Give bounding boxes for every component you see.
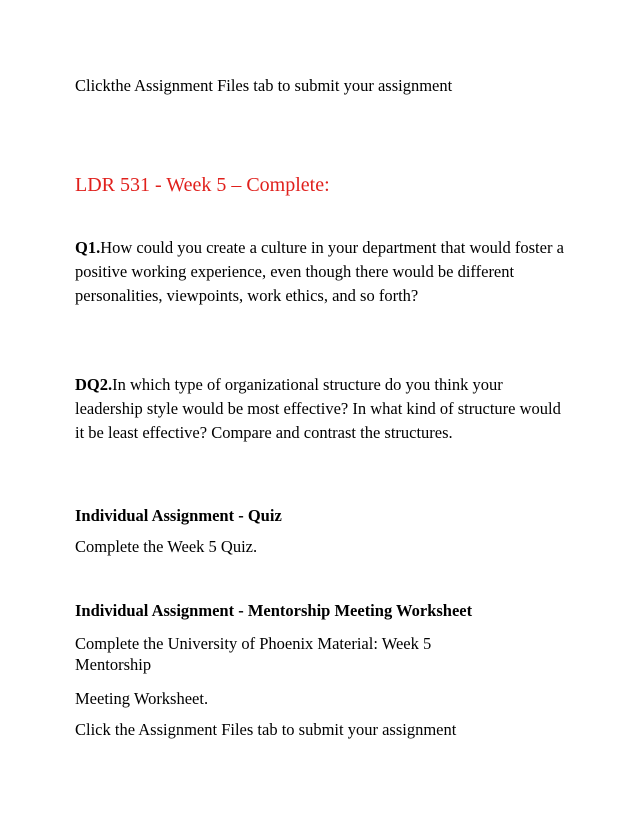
dq2-text: In which type of organizational structure do you think your leadership style would be most effective? In what kind of structure would it be least effective? Compare and contrast the structures.: [75, 375, 561, 442]
dq2-label: DQ2.: [75, 375, 113, 394]
mentorship-line-3: Meeting Worksheet.: [75, 689, 209, 708]
question-q1: [75, 236, 567, 308]
mentorship-title: Individual Assignment - Mentorship Meeting Worksheet: [75, 601, 473, 620]
mentorship-line-4: Click the Assignment Files tab to submit your assignment: [75, 720, 457, 739]
q1-text: How could you create a culture in your department that would foster a positive working experience, even though there would be different personalities, viewpoints, work ethics, and so forth?: [75, 238, 564, 305]
mentorship-line-2: Mentorship: [75, 655, 152, 674]
mentorship-line-1: Complete the University of Phoenix Material: Week 5: [75, 634, 432, 653]
question-dq2: [75, 373, 567, 445]
week-heading: LDR 531 - Week 5 – Complete:: [75, 174, 330, 196]
quiz-title: Individual Assignment - Quiz: [75, 506, 282, 525]
quiz-text: Complete the Week 5 Quiz.: [75, 537, 258, 556]
q1-label: Q1.: [75, 238, 101, 257]
top-instruction: Clickthe Assignment Files tab to submit your assignment: [75, 76, 453, 95]
